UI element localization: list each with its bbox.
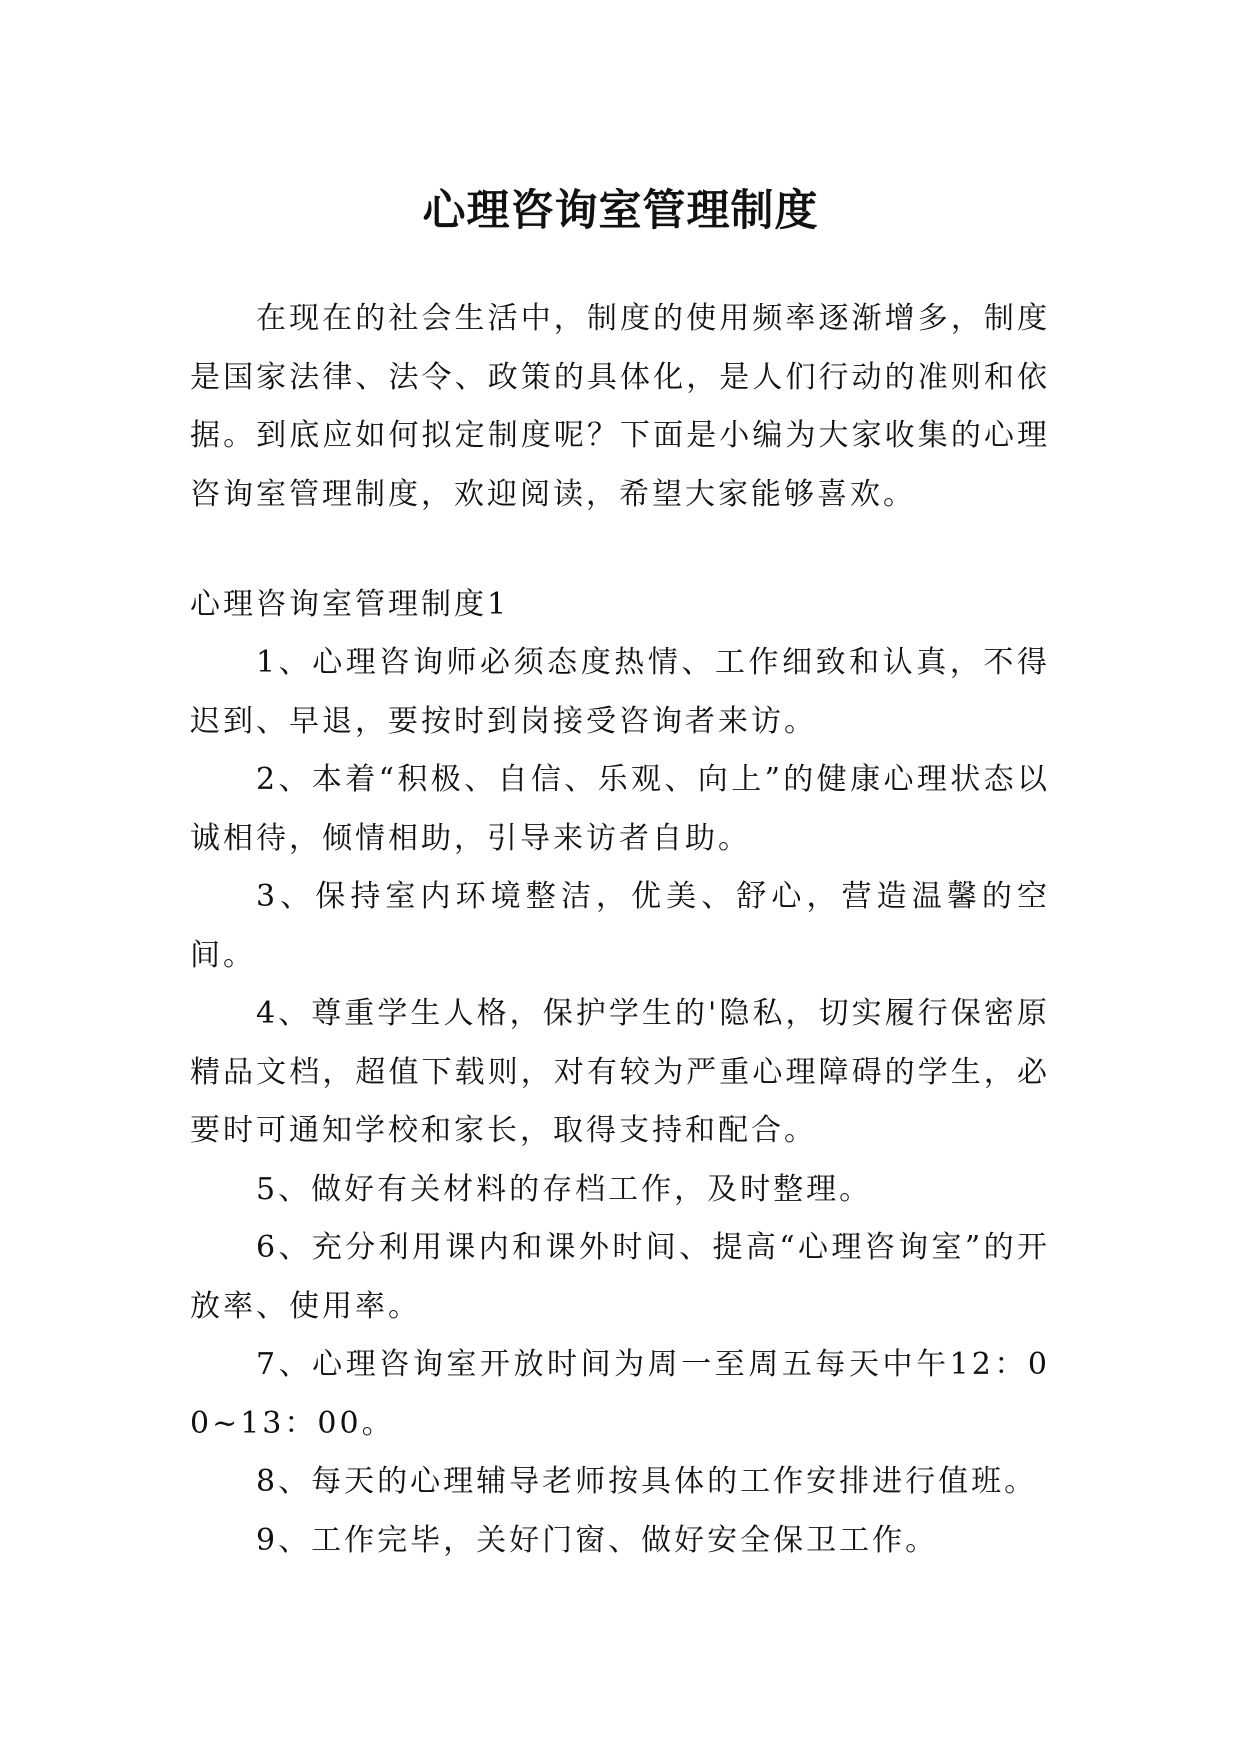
intro-section: [190, 290, 1050, 524]
section-heading: 心理咨询室管理制度1: [190, 587, 510, 622]
rule-item-5: 5、做好有关材料的存档工作，及时整理。: [256, 1171, 873, 1207]
rule-item-7: 7、心理咨询室开放时间为周一至周五每天中午12：00~13：00。: [190, 1347, 1050, 1441]
intro-paragraph: 在现在的社会生活中，制度的使用频率逐渐增多，制度是国家法律、法令、政策的具体化，是人们行动的准则和依据。到底应如何拟定制度呢？下面是小编为大家收集的心理咨询室管理制度，欢迎阅读，希望大家能够喜欢。: [190, 301, 1050, 512]
rules-list: [190, 634, 1050, 1570]
rule-item-4: 4、尊重学生人格，保护学生的'隐私，切实履行保密原精品文档，超值下载则，对有较为严重心理障碍的学生，必要时可通知学校和家长，取得支持和配合。: [190, 996, 1050, 1148]
rule-item-1: 1、心理咨询师必须态度热情、工作细致和认真，不得迟到、早退，要按时到岗接受咨询者来访。: [190, 645, 1050, 739]
rule-item-8: 8、每天的心理辅导老师按具体的工作安排进行值班。: [256, 1464, 1038, 1499]
document-title: 心理咨询室管理制度: [422, 185, 819, 236]
rule-item-3: 3、保持室内环境整洁，优美、舒心，营造温馨的空间。: [190, 879, 1050, 973]
rule-item-6: 6、充分利用课内和课外时间、提高“心理咨询室”的开放率、使用率。: [190, 1230, 1050, 1324]
rule-item-2: 2、本着“积极、自信、乐观、向上”的健康心理状态以诚相待，倾情相助，引导来访者自助。: [190, 762, 1050, 856]
rule-item-9: 9、工作完毕，关好门窗、做好安全保卫工作。: [256, 1522, 939, 1558]
